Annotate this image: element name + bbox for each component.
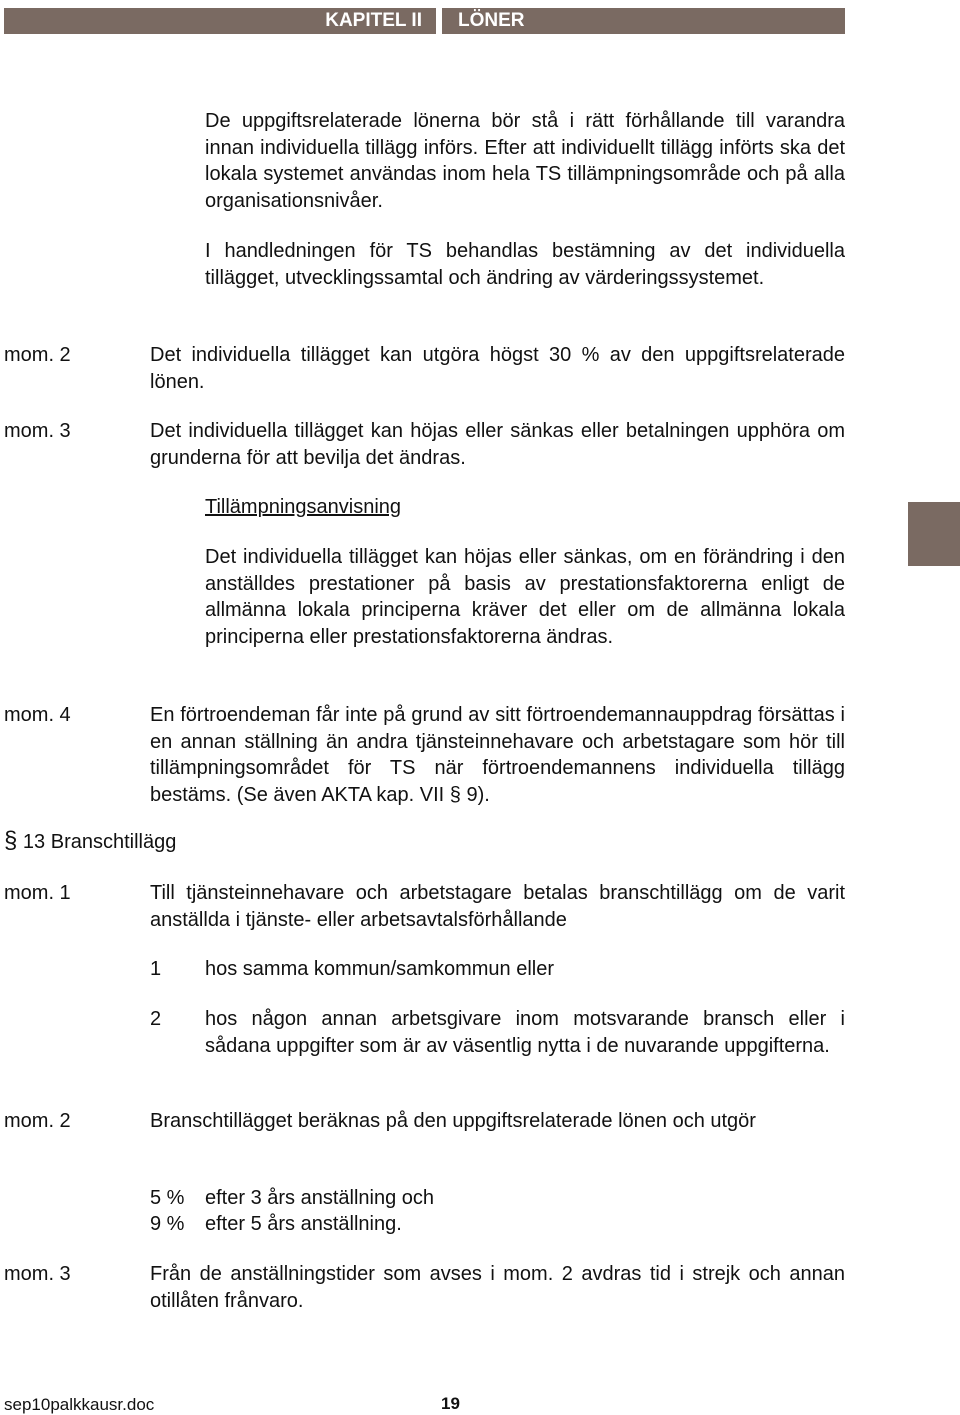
footer-filename: sep10palkkausr.doc xyxy=(4,1395,155,1414)
moment-text: Till tjänsteinnehavare och arbetstagare betalas branschtillägg om de varit anställda i tjänste- eller arbetsavtalsförhållande xyxy=(150,882,845,931)
moment-text: Från de anställningstider som avses i mom. 2 avdras tid i strejk och annan otillåten frånvaro. xyxy=(150,1263,845,1312)
moment-text: Det individuella tillägget kan utgöra högst 30 % av den uppgiftsrelaterade lönen. xyxy=(150,344,845,393)
rate-text: efter 5 års anställning. xyxy=(205,1213,402,1235)
moment-text: Branschtillägget beräknas på den uppgiftsrelaterade lönen och utgör xyxy=(150,1110,756,1132)
rate-text: efter 3 års anställning och xyxy=(205,1187,435,1209)
list-item: hos någon annan arbetsgivare inom motsvarande bransch eller i sådana uppgifter som är av väsentlig nytta i de nuvarande uppgifterna. xyxy=(205,1008,845,1057)
list-item: hos samma kommun/samkommun eller xyxy=(205,958,554,980)
section-title: 13 Branschtillägg xyxy=(22,831,177,853)
moment-label: mom. 4 xyxy=(4,704,71,726)
moment-label: mom. 2 xyxy=(4,1110,71,1132)
application-heading: Tillämpningsanvisning xyxy=(205,496,402,518)
moment-label: mom. 3 xyxy=(4,420,71,442)
moment-label: mom. 2 xyxy=(4,344,71,366)
list-number: 1 xyxy=(150,958,162,980)
rate-percent: 5 % xyxy=(150,1187,185,1209)
chapter-header: KAPITEL II xyxy=(4,8,436,34)
moment-label: mom. 1 xyxy=(4,882,71,904)
paragraph-relative-wages: De uppgiftsrelaterade lönerna bör stå i rätt förhållande till varandra innan individuella tillägg införs. Efter att individuellt tillägg införts ska det lokala systemet användas inom hela TS tillämpningsområde och på alla organisationsnivåer. xyxy=(205,110,845,212)
list-number: 2 xyxy=(150,1008,162,1030)
paragraph-guidance: I handledningen för TS behandlas bestämning av det individuella tillägget, utvecklingssamtal och ändring av värderingssystemet. xyxy=(205,240,845,289)
moment-text: En förtroendeman får inte på grund av sitt förtroendemannauppdrag försättas i en annan ställning än andra tjänsteinnehavare och arbetstagare som hör till tillämpningsområdet för TS när förtroendemannens individuella tillägg bestäms. (Se även AKTA kap. VII § 9). xyxy=(150,704,845,806)
application-text: Det individuella tillägget kan höjas eller sänkas, om en förändring i den anställdes prestationer på basis av prestationsfaktorerna enligt de allmänna lokala principerna kräver det eller om de allmänna lokala principerna eller prestationsfaktorerna ändras. xyxy=(205,546,845,648)
section-header: LÖNER xyxy=(442,8,845,34)
moment-label: mom. 3 xyxy=(4,1263,71,1285)
moment-text: Det individuella tillägget kan höjas eller sänkas eller betalningen upphöra om grunderna för att bevilja det ändras. xyxy=(150,420,845,469)
page-number: 19 xyxy=(441,1394,460,1413)
chapter-side-tab xyxy=(908,502,960,566)
section-heading xyxy=(4,828,304,856)
rate-percent: 9 % xyxy=(150,1213,185,1235)
section-symbol: § xyxy=(4,827,18,854)
